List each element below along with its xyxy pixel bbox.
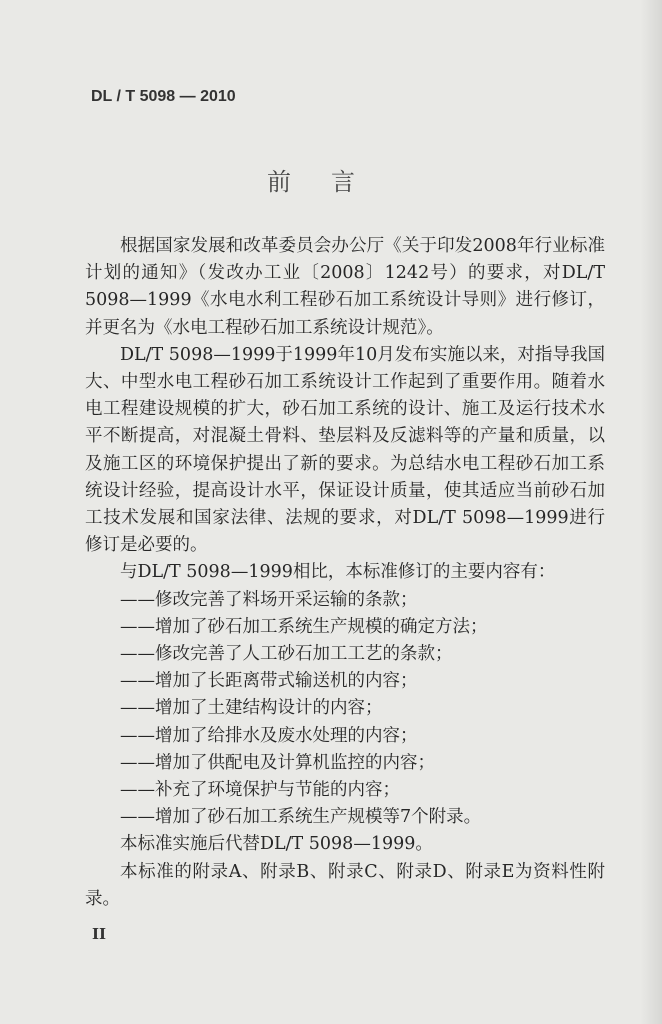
paragraph-background: DL/T 5098—1999于1999年10月发布实施以来，对指导我国大、中型水电工程砂石加工系统设计工作起到了重要作用。随着水电工程建设规模的扩大，砂石加工系统的设计、施工及运行技术水平不断提高，对混凝土骨料、垫层料及反滤料等的产量和质量，以及施工区的环境保护提出了新的要求。为总结水电工程砂石加工系统设计经验，提高设计水平，保证设计质量，使其适应当前砂石加工技术发展和国家法律、法规的要求，对DL/T 5098—1999进行修订是必要的。	[85, 344, 605, 556]
list-item: ——增加了砂石加工系统生产规模的确定方法；	[120, 616, 488, 637]
page-number: II	[92, 925, 107, 943]
paragraph-appendices: 本标准的附录A、附录B、附录C、附录D、附录E为资料性附录。	[85, 861, 605, 909]
list-item: ——修改完善了人工砂石加工工艺的条款；	[120, 644, 453, 665]
list-item: ——增加了砂石加工系统生产规模等7个附录。	[120, 807, 482, 828]
list-item: ——修改完善了料场开采运输的条款；	[120, 589, 418, 610]
standard-number: DL / T 5098 — 2010	[91, 88, 236, 105]
paragraph-replacement: 本标准实施后代替DL/T 5098—1999。	[120, 834, 433, 855]
list-item: ——补充了环境保护与节能的内容；	[120, 780, 400, 801]
paragraph-revision-basis: 根据国家发展和改革委员会办公厅《关于印发2008年行业标准计划的通知》（发改办工业〔2008〕1242号）的要求，对DL/T 5098—1999《水电水利工程砂石加工系统设计导则》进行修订，并更名为《水电工程砂石加工系统设计规范》。	[85, 236, 605, 338]
list-item: ——增加了长距离带式输送机的内容；	[120, 671, 418, 692]
foreword-body	[85, 233, 605, 913]
page-title: 前言	[267, 168, 395, 196]
list-item: ——增加了给排水及废水处理的内容；	[120, 725, 418, 746]
changes-list	[85, 587, 605, 832]
paragraph-changes-intro: 与DL/T 5098—1999相比，本标准修订的主要内容有：	[120, 562, 556, 583]
list-item: ——增加了土建结构设计的内容；	[120, 698, 383, 719]
list-item: ——增加了供配电及计算机监控的内容；	[120, 752, 435, 773]
